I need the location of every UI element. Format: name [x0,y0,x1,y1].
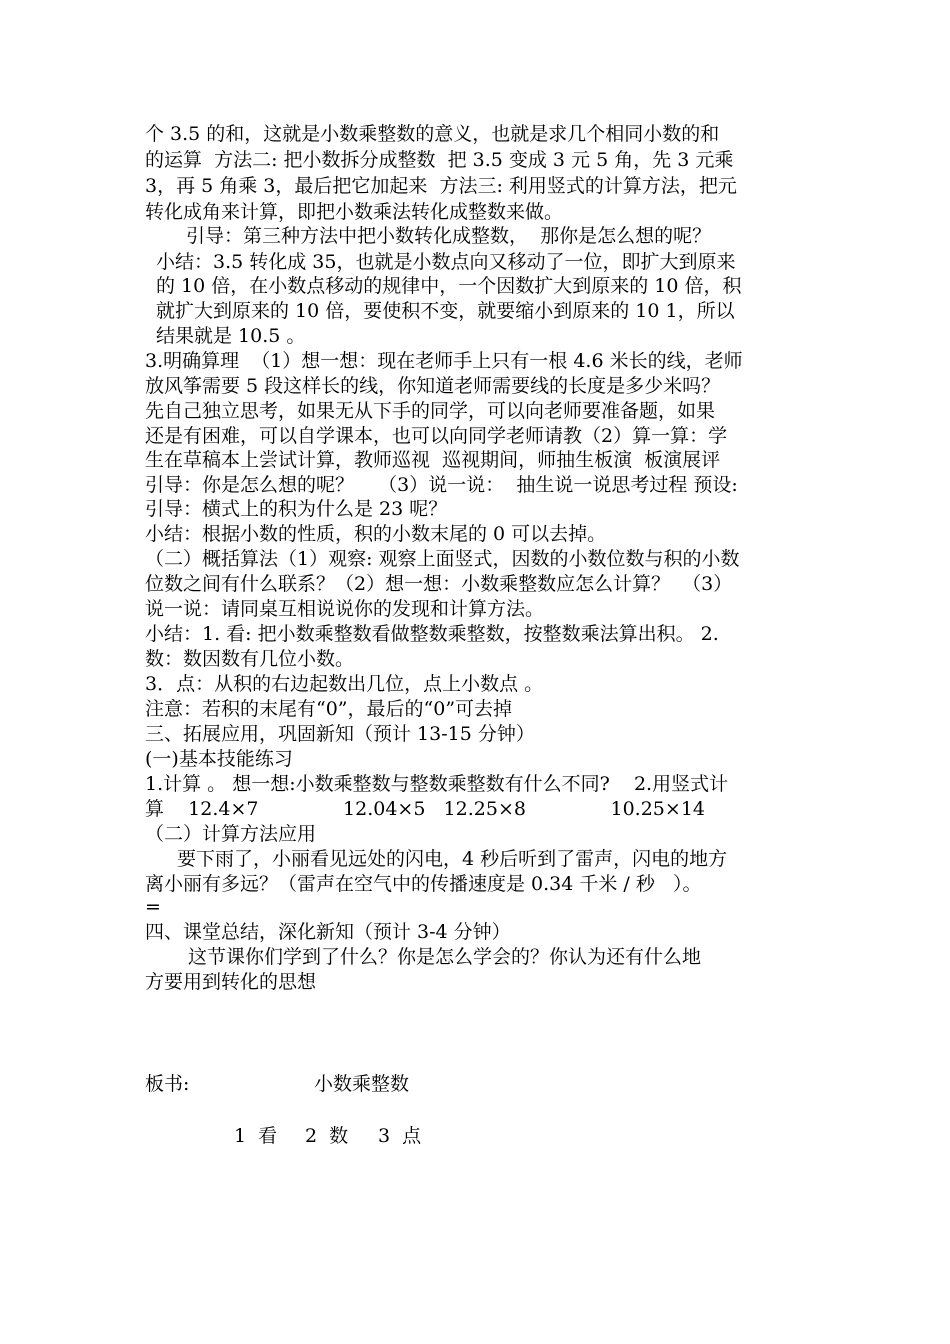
section-heading: 四、课堂总结，深化新知（预计 3-4 分钟） [145,921,511,943]
text-line: 的 10 倍，在小数点移动的规律中，一个因数扩大到原来的 10 倍，积 [156,275,742,297]
text-line: 引导：横式上的积为什么是 23 呢？ [145,498,448,520]
subsection-heading: （二）计算方法应用 [145,823,317,845]
text-line: 小结：3.5 转化成 35，也就是小数点向又移动了一位，即扩大到原来 [156,251,736,273]
text-line: 这节课你们学到了什么？你是怎么学会的？你认为还有什么地 [188,946,702,968]
board-label: 板书: [145,1073,190,1095]
text-line: 3.明确算理 （1）想一想：现在老师手上只有一根 4.6 米长的线，老师 [145,350,743,372]
board-step: 1 看 [234,1125,278,1147]
text-line: = [145,896,161,918]
text-line: 1.计算 。 想一想:小数乘整数与整数乘整数有什么不同? 2.用竖式计 [145,773,729,795]
text-line: 小结：1. 看: 把小数乘整数看做整数乘整数，按整数乘法算出积。 2. [145,623,719,645]
text-line: 先自己独立思考，如果无从下手的同学，可以向老师要准备题，如果 [145,400,716,422]
text-line: 生在草稿本上尝试计算，教师巡视 巡视期间，师抽生板演 板演展评 [145,449,721,471]
text-line: 方要用到转化的思想 [145,971,317,993]
board-title: 小数乘整数 [314,1073,410,1095]
text-line: 的运算 方法二: 把小数拆分成整数 把 3.5 变成 3 元 5 角，先 3 元乘 [145,149,734,171]
board-step: 2 数 [305,1125,349,1147]
section-heading: 三、拓展应用，巩固新知（预计 13-15 分钟） [145,723,535,745]
text-line: 离小丽有多远？（雷声在空气中的传播速度是 0.34 千米 / 秒 ）。 [145,873,702,895]
board-step: 3 点 [378,1125,422,1147]
text-line: 结果就是 10.5 。 [156,325,306,347]
text-line: 注意：若积的末尾有“0”，最后的“0”可去掉 [145,698,513,720]
text-line: 引导：第三种方法中把小数转化成整数， 那你是怎么想的呢？ [186,225,712,247]
text-line: 还是有困难，可以自学课本，也可以向同学老师请教（2）算一算：学 [145,425,728,447]
text-line: 就扩大到原来的 10 倍，要使积不变，就要缩小到原来的 10 1，所以 [156,300,735,322]
subsection-heading: (一)基本技能练习 [145,748,293,770]
text-line: 个 3.5 的和，这就是小数乘整数的意义，也就是求几个相同小数的和 [145,123,720,145]
text-line: 数：数因数有几位小数。 [145,648,355,670]
text-line: 算 12.4×7 12.04×5 12.25×8 10.25×14 [145,798,705,820]
text-line: 要下雨了，小丽看见远处的闪电，4 秒后听到了雷声，闪电的地方 [177,848,728,870]
text-line: 3．点：从积的右边起数出几位，点上小数点 。 [145,673,544,695]
text-line: 位数之间有什么联系？（2）想一想：小数乘整数应怎么计算？ （3） [145,573,733,595]
text-line: 3，再 5 角乘 3，最后把它加起来 方法三: 利用竖式的计算方法，把元 [145,175,737,197]
text-line: 引导：你是怎么想的呢？ （3）说一说： 抽生说一说思考过程 预设: [145,474,738,496]
text-line: 放风筝需要 5 段这样长的线，你知道老师需要线的长度是多少米吗？ [145,375,721,397]
text-line: 说一说：请同桌互相说说你的发现和计算方法。 [145,598,545,620]
text-line: 小结：根据小数的性质，积的小数末尾的 0 可以去掉。 [145,523,607,545]
text-line: （二）概括算法（1）观察: 观察上面竖式，因数的小数位数与积的小数 [145,548,740,570]
text-line: 转化成角来计算，即把小数乘法转化成整数来做。 [145,201,564,223]
